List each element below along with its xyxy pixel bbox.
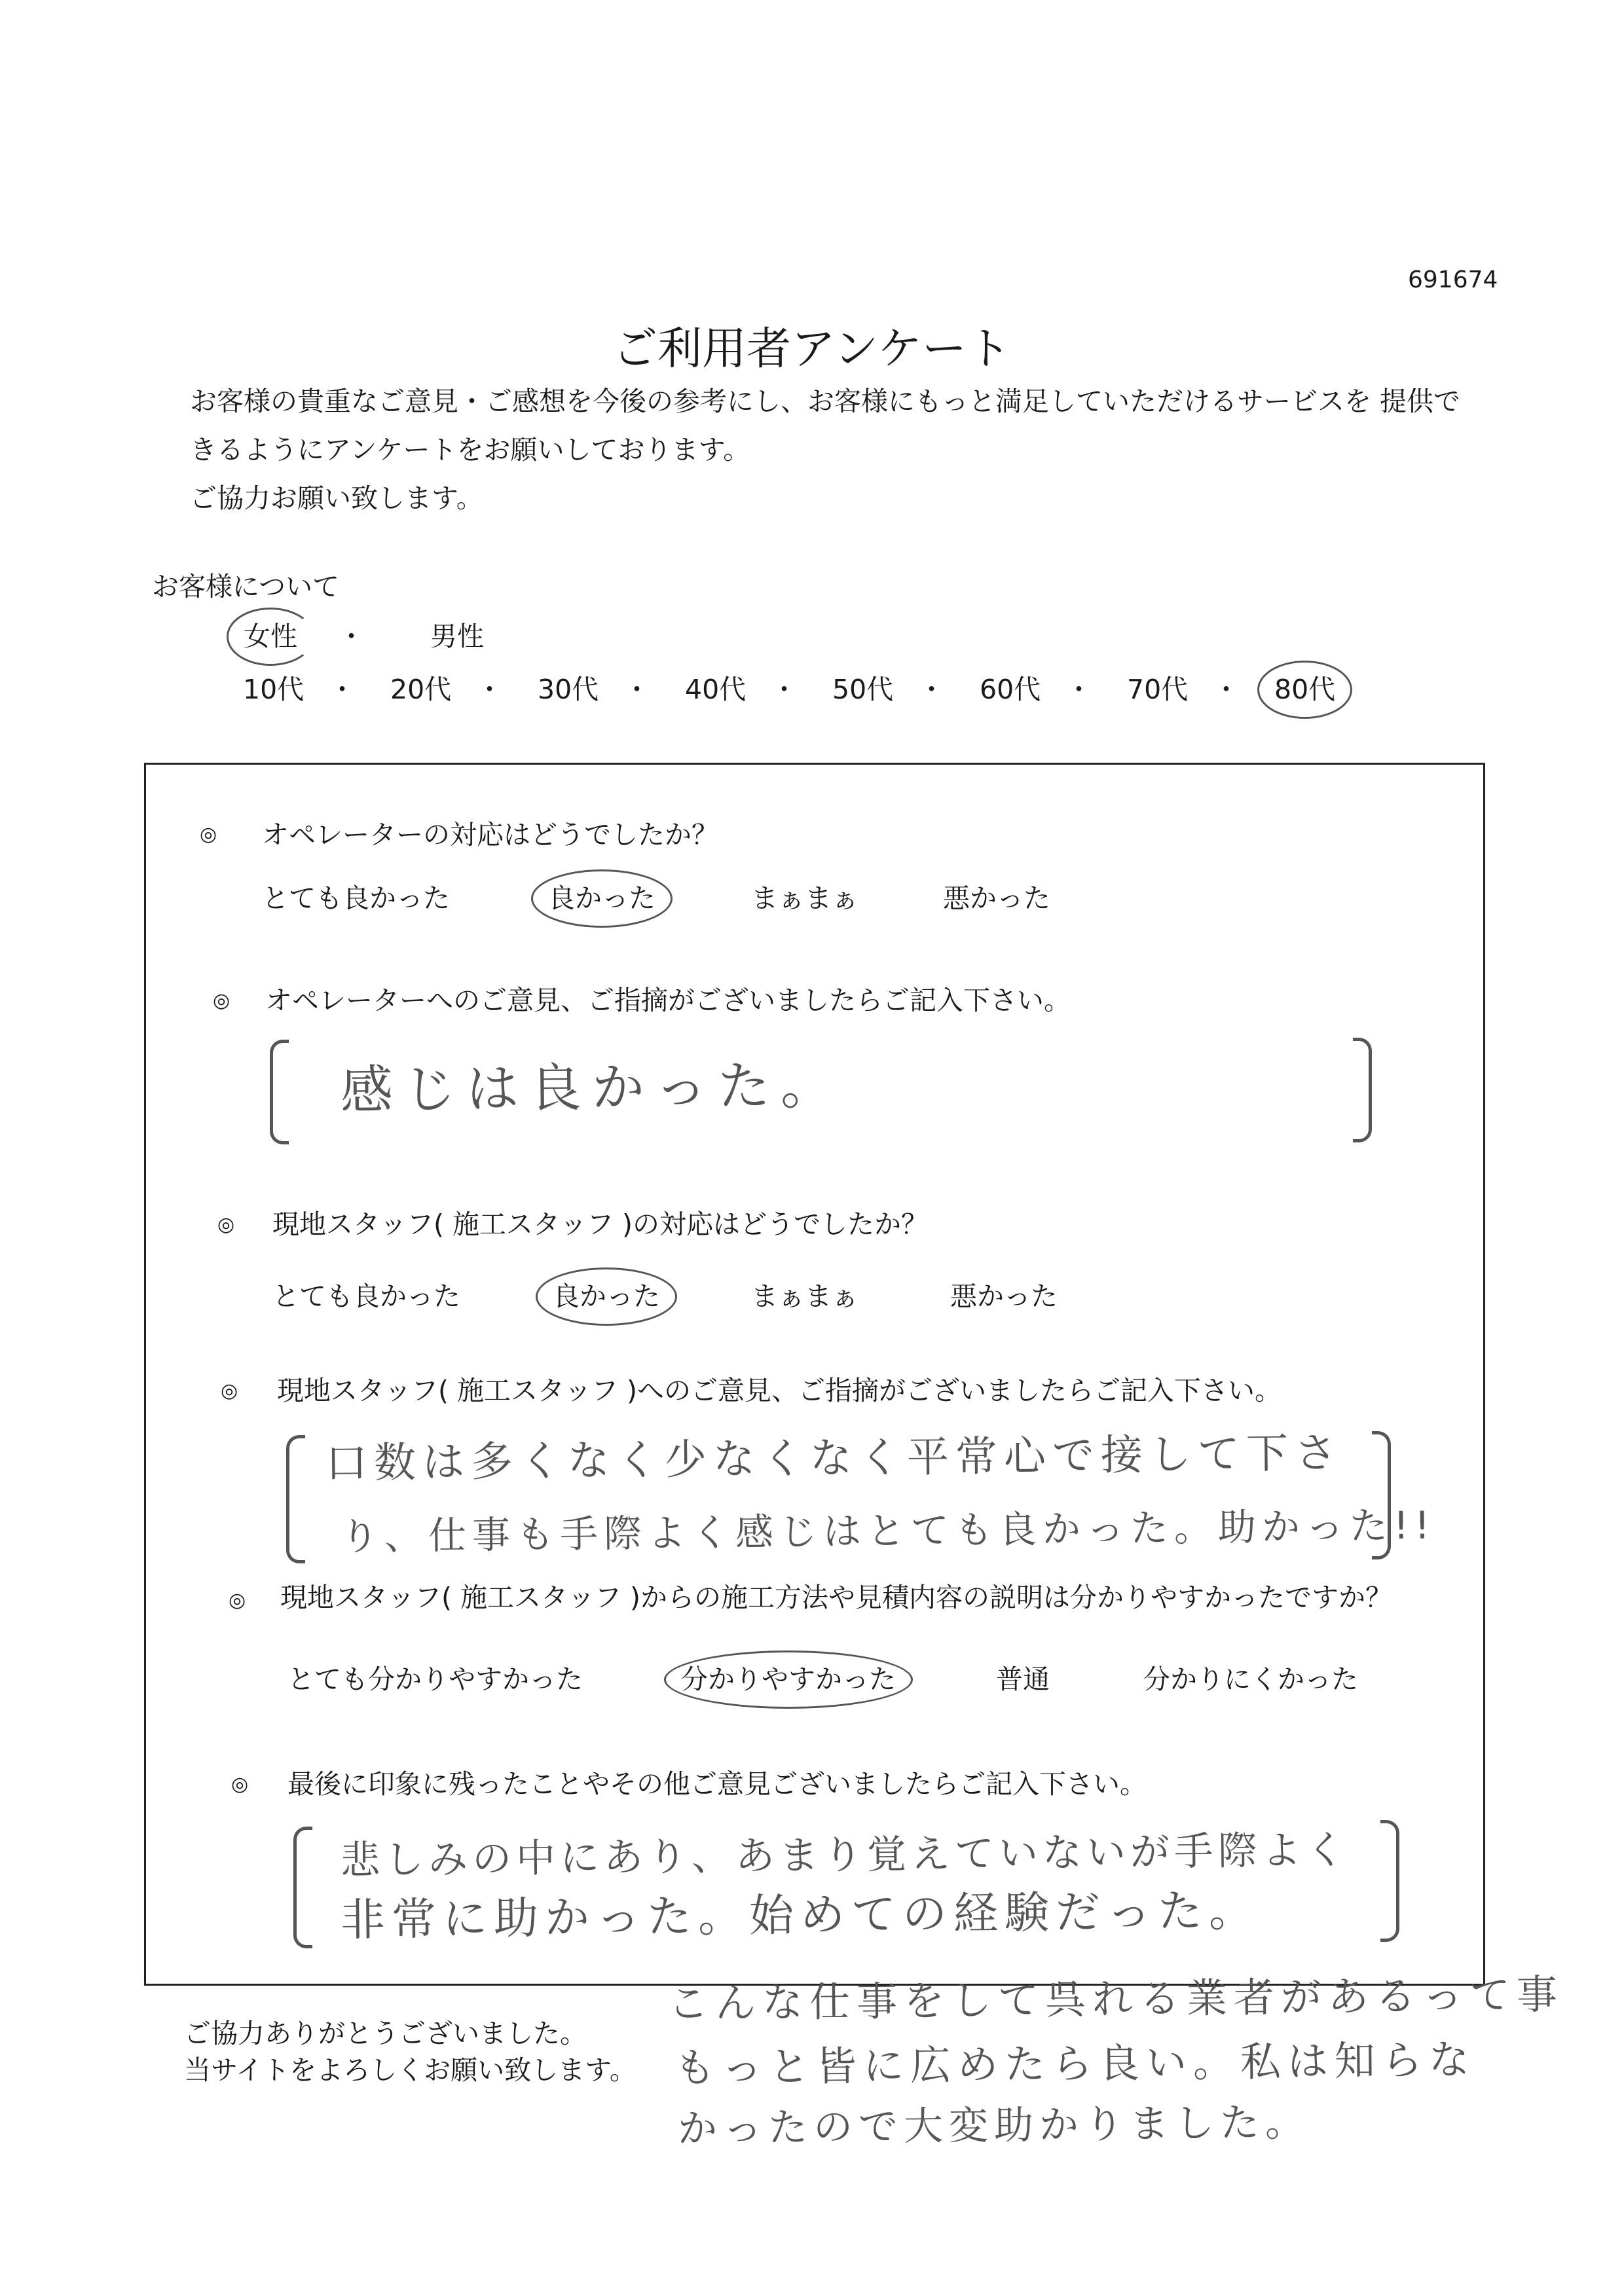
question-bullet: ◎ [229,1589,246,1612]
survey-title: ご利用者アンケート [613,323,1011,375]
handwritten-answer: り、仕事も手際よく感じはとても良かった。助かった!! [340,1503,1436,1559]
question-text: 現地スタッフ( 施工スタッフ )からの施工方法や見積内容の説明は分かりやすかったですか？ [280,1582,1393,1613]
answer-option: とても良かった [262,883,450,914]
option-separator: ・ [1065,674,1092,705]
option-separator: ・ [623,674,650,705]
answer-option: 良かった [548,883,655,914]
question-bullet: ◎ [213,989,231,1012]
document-id: 691674 [1408,266,1498,293]
option-separator: ・ [338,621,365,652]
answer-option: 分かりやすかった [681,1664,896,1695]
handwritten-answer: 感じは良かった。 [340,1054,844,1121]
handwritten-answer: 非常に助かった。始めての経験だった。 [340,1885,1261,1946]
question-text: 現地スタッフ( 施工スタッフ )へのご意見、ご指摘がございましたらご記入下さい。 [277,1375,1282,1406]
selection-circle [536,1267,677,1326]
answer-option: 分かりにくかった [1143,1664,1358,1695]
gender-option-female: 女性 [244,621,297,652]
answer-option: 普通 [996,1664,1050,1695]
question-text: 現地スタッフ( 施工スタッフ )の対応はどうでしたか？ [272,1209,929,1240]
answer-option: 悪かった [950,1281,1058,1312]
selection-circle [531,869,673,928]
answer-option: 悪かった [943,883,1050,914]
answer-bracket-left [270,1040,289,1144]
question-text: オペレーターへのご意見、ご指摘がございましたらご記入下さい。 [265,985,1071,1016]
age-option-60s: 60代 [980,674,1041,705]
selection-circle [227,608,314,666]
closing-line: 当サイトをよろしくお願い致します。 [184,2054,637,2086]
intro-line: お客様の貴重なご意見・ご感想を今後の参考にし、お客様にもっと満足していただけるサービスを 提供で [190,386,1461,417]
question-text: 最後に印象に残ったことやその他ご意見ございましたらご記入下さい。 [287,1768,1147,1800]
option-separator: ・ [1213,674,1240,705]
question-bullet: ◎ [217,1213,235,1236]
customer-section-heading: お客様について [152,571,340,602]
age-option-20s: 20代 [390,674,452,705]
option-separator: ・ [918,674,945,705]
closing-line: ご協力ありがとうございました。 [184,2018,587,2049]
answer-bracket-left [293,1827,312,1948]
handwritten-note-line: もっと皆に広めたら良い。私は知らな [674,2035,1477,2092]
handwritten-note-line: こんな仕事をして呉れる業者があるって事 [667,1970,1564,2028]
intro-line: ご協力お願い致します。 [190,483,483,514]
selection-circle [1257,661,1352,719]
option-separator: ・ [329,674,356,705]
question-bullet: ◎ [231,1773,249,1796]
selection-circle [664,1650,913,1709]
answer-option: 良かった [553,1281,660,1312]
handwritten-note-line: かったので大変助かりました。 [677,2099,1311,2152]
age-option-70s: 70代 [1127,674,1189,705]
survey-box [144,763,1485,1986]
option-separator: ・ [771,674,798,705]
answer-bracket-left [286,1435,305,1563]
handwritten-answer: 口数は多くなく少なくなく平常心で接して下さ [325,1429,1344,1488]
answer-option: とても良かった [272,1281,460,1312]
question-text: オペレーターの対応はどうでしたか？ [262,819,718,850]
answer-bracket-right [1380,1820,1399,1942]
question-bullet: ◎ [200,823,217,846]
age-option-40s: 40代 [685,674,747,705]
age-option-30s: 30代 [538,674,599,705]
answer-option: とても分かりやすかった [287,1664,583,1695]
intro-line: きるようにアンケートをお願いしております。 [190,434,750,465]
answer-option: まぁまぁ [751,1281,858,1312]
age-option-10s: 10代 [243,674,304,705]
answer-bracket-right [1353,1038,1372,1142]
age-option-80s: 80代 [1274,674,1336,705]
age-option-50s: 50代 [832,674,894,705]
option-separator: ・ [476,674,503,705]
question-bullet: ◎ [221,1379,238,1402]
answer-option: まぁまぁ [751,883,858,914]
handwritten-answer: 悲しみの中にあり、あまり覚えていないが手際よく [340,1827,1350,1884]
gender-option-male: 男性 [430,621,484,652]
